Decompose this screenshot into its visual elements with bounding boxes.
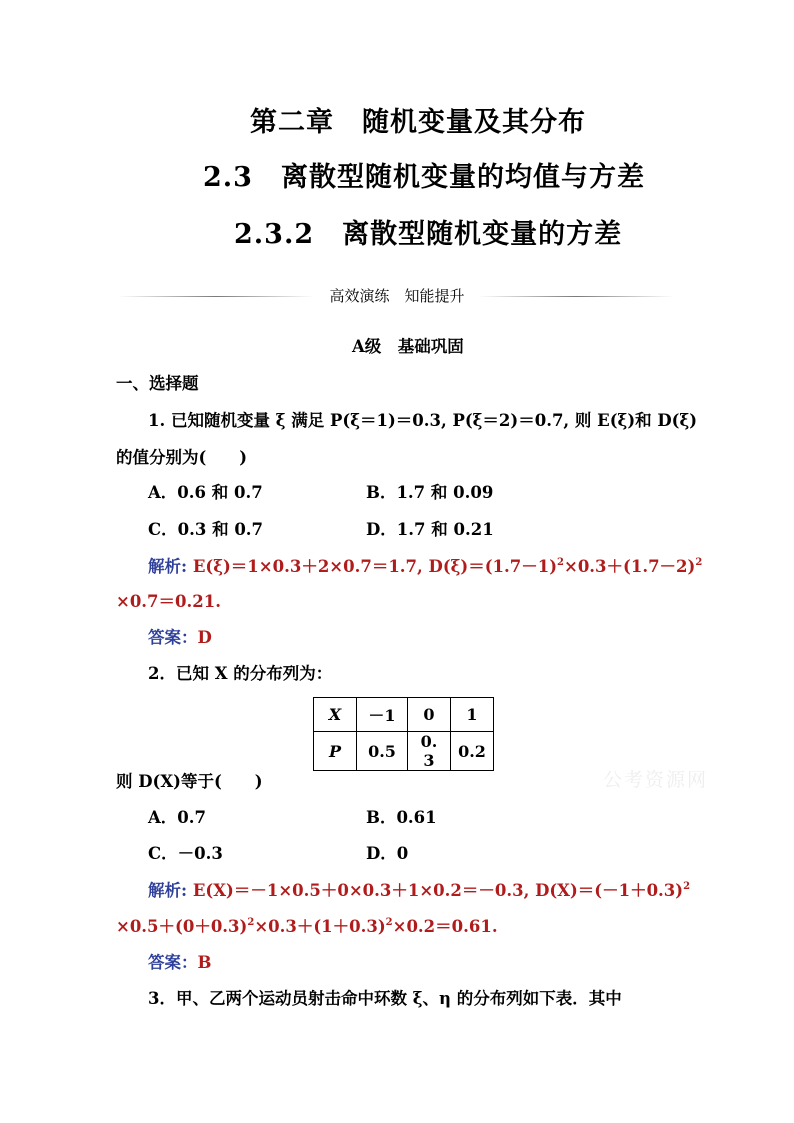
table-cell: 0 xyxy=(408,698,451,732)
q2-analysis-text1: E(X)＝－1×0.5＋0×0.3＋1×0.2＝－0.3, D(X)＝(－1＋0.3) xyxy=(192,881,684,900)
watermark: 公考资源网 xyxy=(603,769,709,791)
q1-analysis-text2: ×0.3＋(1.7－2) xyxy=(564,557,696,576)
table-cell: 0.5 xyxy=(357,732,408,771)
table-row xyxy=(314,732,494,771)
q1-analysis-line1 xyxy=(148,558,702,576)
q2-analysis-part-a: ×0.5＋(0＋0.3) xyxy=(116,917,248,936)
q1-stem-line1: 1. 已知随机变量 ξ 满足 P(ξ＝1)＝0.3, P(ξ＝2)＝0.7, 则 E(ξ)和 D(ξ) xyxy=(148,411,698,430)
q1-analysis-line2: ×0.7＝0.21. xyxy=(116,592,221,611)
q1-option-c: C．0.3 和 0.7 xyxy=(148,520,264,539)
table-cell: X xyxy=(314,698,357,732)
distribution-table xyxy=(313,697,494,771)
chapter-title: 第二章 随机变量及其分布 xyxy=(250,107,586,138)
q1-option-b: B．1.7 和 0.09 xyxy=(366,483,494,502)
q1-analysis-text1: E(ξ)＝1×0.3＋2×0.7＝1.7, D(ξ)＝(1.7－1) xyxy=(192,557,558,576)
table-cell: －1 xyxy=(357,698,408,732)
q2-stem: 2．已知 X 的分布列为： xyxy=(148,664,333,683)
level-heading: A级 基础巩固 xyxy=(352,337,464,356)
table-cell: P xyxy=(314,732,357,771)
q1-answer-label: 答案： xyxy=(148,628,198,647)
q2-analysis-line2 xyxy=(116,918,498,936)
q2-option-c: C．－0.3 xyxy=(148,844,223,863)
separator-label: 高效演练 知能提升 xyxy=(329,287,465,305)
q1-option-a: A．0.6 和 0.7 xyxy=(148,483,263,502)
q2-analysis-sup: 2 xyxy=(683,881,691,892)
q2-answer-value: B xyxy=(197,953,212,972)
q1-answer-value: D xyxy=(197,628,212,647)
table-cell: 1 xyxy=(451,698,494,732)
q2-answer-label: 答案： xyxy=(148,953,198,972)
part-heading: 一、选择题 xyxy=(116,374,199,393)
q1-stem-line2: 的值分别为( ) xyxy=(116,448,248,467)
q2-ask: 则 D(X)等于( ) xyxy=(116,772,263,791)
table-row xyxy=(314,698,494,732)
q1-analysis-sup1: 2 xyxy=(557,557,564,568)
q2-analysis-sup2: 2 xyxy=(385,917,393,928)
q1-analysis-sup2: 2 xyxy=(695,557,703,568)
q1-analysis-label: 解析: xyxy=(148,557,188,576)
q2-option-a: A．0.7 xyxy=(148,808,207,827)
subsection-title: 2.3.2 离散型随机变量的方差 xyxy=(234,219,623,250)
table-cell: 0. 3 xyxy=(408,732,451,771)
q2-analysis-part-b: ×0.3＋(1＋0.3) xyxy=(254,917,386,936)
section-title: 2.3 离散型随机变量的均值与方差 xyxy=(203,162,645,193)
q1-option-d: D．1.7 和 0.21 xyxy=(366,520,494,539)
table-cell: 0.2 xyxy=(451,732,494,771)
q2-analysis-part-c: ×0.2＝0.61. xyxy=(392,917,498,936)
q2-option-d: D．0 xyxy=(366,844,409,863)
q2-analysis-label: 解析: xyxy=(148,881,188,900)
q3-stem-line1: 3．甲、乙两个运动员射击命中环数 ξ、η 的分布列如下表．其中 xyxy=(148,989,622,1008)
q2-option-b: B．0.61 xyxy=(366,808,437,827)
q2-analysis-line1 xyxy=(148,882,690,900)
q2-answer xyxy=(148,955,211,972)
q1-answer xyxy=(148,630,212,647)
q2-analysis-sup1: 2 xyxy=(247,917,255,928)
